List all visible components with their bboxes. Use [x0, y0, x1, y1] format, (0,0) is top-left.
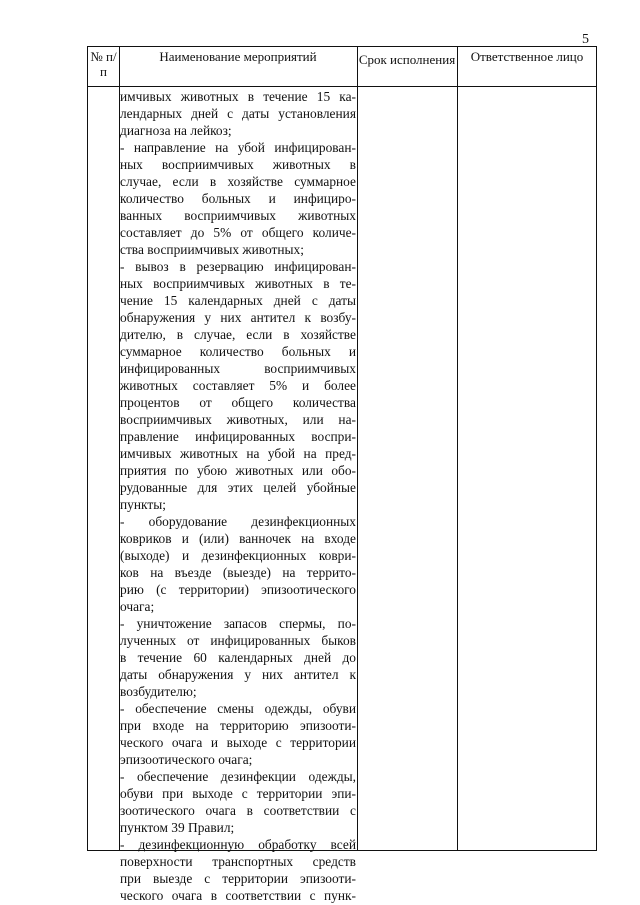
measure-line: лендарных дней с даты установления: [120, 106, 356, 121]
measure-line: очага;: [120, 599, 155, 614]
measure-line: имчивых животных на убой на пред-: [120, 446, 356, 461]
measure-line: количество больных и инфициро-: [120, 191, 356, 206]
measure-line: - вывоз в резервацию инфицирован-: [120, 259, 356, 274]
measure-line: - направление на убой инфицирован-: [120, 140, 356, 155]
measure-line: ных восприимчивых животных в те-: [120, 276, 356, 291]
measure-line: ковриков и (или) ванночек на входе: [120, 531, 356, 546]
measure-line: животных составляет 5% и более: [120, 378, 356, 393]
measure-line: рию (с территории) эпизоотического: [120, 582, 356, 597]
measure-line: в течение 60 календарных дней до: [120, 650, 356, 665]
page-number: 5: [582, 32, 589, 47]
header-divider: [88, 86, 596, 87]
measure-line: процентов от общего количества: [120, 395, 356, 410]
measure-line: правление инфицированных воспри-: [120, 429, 356, 444]
header-name: Наименование мероприятий: [159, 49, 317, 64]
measure-line: имчивых животных в течение 15 ка-: [120, 89, 356, 104]
measure-line: пункты;: [120, 497, 166, 512]
measure-line: даты обнаружения у них антител к: [120, 667, 356, 682]
measure-line: ческого очага и выходе с территории: [120, 735, 356, 750]
measure-line: составляет до 5% от общего количе-: [120, 225, 356, 240]
measure-line: при входе на территорию эпизооти-: [120, 718, 356, 733]
measure-line: суммарное количество больных и: [120, 344, 356, 359]
measure-line: восприимчивых животных, или на-: [120, 412, 356, 427]
measure-line: - обеспечение дезинфекции одежды,: [120, 769, 356, 784]
measure-line: зоотического очага в соответствии с: [120, 803, 356, 818]
measure-line: ческого очага в соответствии с пунк-: [120, 888, 356, 903]
measure-line: - оборудование дезинфекционных: [120, 514, 356, 529]
measure-line: (выходе) и дезинфекционных коври-: [120, 548, 356, 563]
measure-line: рудованные для этих целей убойные: [120, 480, 356, 495]
measure-line: ков на въезде (выезде) на террито-: [120, 565, 356, 580]
measure-line: диагноза на лейкоз;: [120, 123, 232, 138]
column-divider: [457, 47, 458, 850]
header-term: Срок исполнения: [358, 52, 456, 67]
measure-line: возбудителю;: [120, 684, 197, 699]
header-responsible: Ответственное лицо: [470, 49, 584, 64]
header-num: № п/п: [90, 49, 117, 79]
measure-line: случае, если в хозяйстве суммарное: [120, 174, 356, 189]
measure-line: эпизоотического очага;: [120, 752, 253, 767]
measure-line: обнаружения у них антител к возбу-: [120, 310, 356, 325]
measure-line: обуви при выходе с территории эпи-: [120, 786, 356, 801]
column-divider: [357, 47, 358, 850]
measure-line: - дезинфекционную обработку всей: [120, 837, 356, 852]
measure-line: чение 15 календарных дней с даты: [120, 293, 356, 308]
measure-line: приятия по убою животных или обо-: [120, 463, 356, 478]
measure-line: - уничтожение запасов спермы, по-: [120, 616, 356, 631]
measure-line: инфицированных восприимчивых: [120, 361, 356, 376]
measure-line: ных восприимчивых животных в: [120, 157, 356, 172]
measure-line: - обеспечение смены одежды, обуви: [120, 701, 356, 716]
measure-line: дителю, в случае, если в хозяйстве: [120, 327, 356, 342]
measure-line: лученных от инфицированных быков: [120, 633, 356, 648]
measure-line: поверхности транспортных средств: [120, 854, 356, 869]
measures-cell: [120, 88, 356, 904]
measure-line: при выезде с территории эпизооти-: [120, 871, 356, 886]
measures-table: [87, 46, 597, 903]
measure-line: ванных восприимчивых животных: [120, 208, 356, 223]
measure-line: пунктом 39 Правил;: [120, 820, 235, 835]
measure-line: ства восприимчивых животных;: [120, 242, 304, 257]
